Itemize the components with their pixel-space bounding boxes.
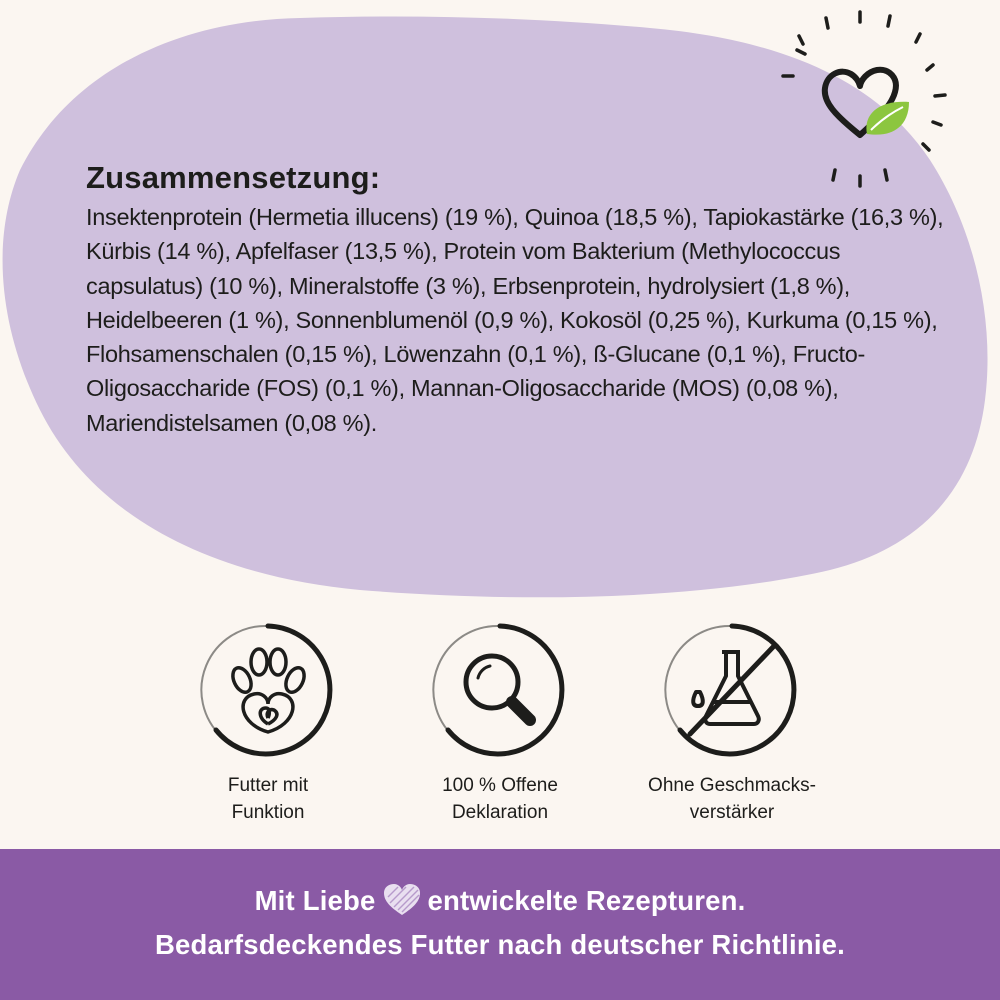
composition-section (86, 160, 956, 440)
feature-label: 100 % Offene Deklaration (442, 775, 558, 823)
footer-line-2: Bedarfsdeckendes Futter nach deutscher Richtlinie. (154, 929, 846, 960)
composition-title: Zusammensetzung: (86, 160, 381, 195)
feature-no-flavor-enhancer (622, 620, 842, 826)
feature-open-declaration (390, 620, 610, 826)
feature-label: Ohne Geschmacks- verstärker (648, 775, 816, 823)
composition-text: Insektenprotein (Hermetia illucens) (19 %), Quinoa (18,5 %), Tapiokastärke (16,3 %), Kürbis (14 %), Apfelfaser (13,5 %), Protein vom Bakterium (Methylococcus capsulatus) (10 %), Mineralstoffe (3 %), Erbsenprotein, hydrolysiert (1,8 %), Heidelbeeren (1 %), Sonnenblumenöl (0,9 %), Kokosöl (0,25 %), Kurkuma (0,15 %), Flohsamenschalen (0,15 %), Löwenzahn (0,1 %), ß-Glucane (0,1 %), Fructo-Oligosaccharide (FOS) (0,1 %), Mannan-Oligosaccharide (MOS) (0,08 %), Mariendistelsamen (0,08 %). (86, 204, 944, 436)
paw-heart-icon (198, 620, 338, 760)
footer-line-1 (0, 883, 1000, 917)
footer-text-recipes: entwickelte Rezepturen. (427, 885, 746, 916)
magnifier-icon (430, 620, 570, 760)
footer-text-love: Mit Liebe (254, 885, 376, 916)
feature-functional-food (158, 620, 378, 826)
heart-icon (382, 883, 422, 917)
features-row (0, 620, 1000, 830)
footer-banner (0, 849, 1000, 1000)
no-flask-icon (662, 620, 802, 760)
feature-label: Futter mit Funktion (227, 775, 309, 823)
